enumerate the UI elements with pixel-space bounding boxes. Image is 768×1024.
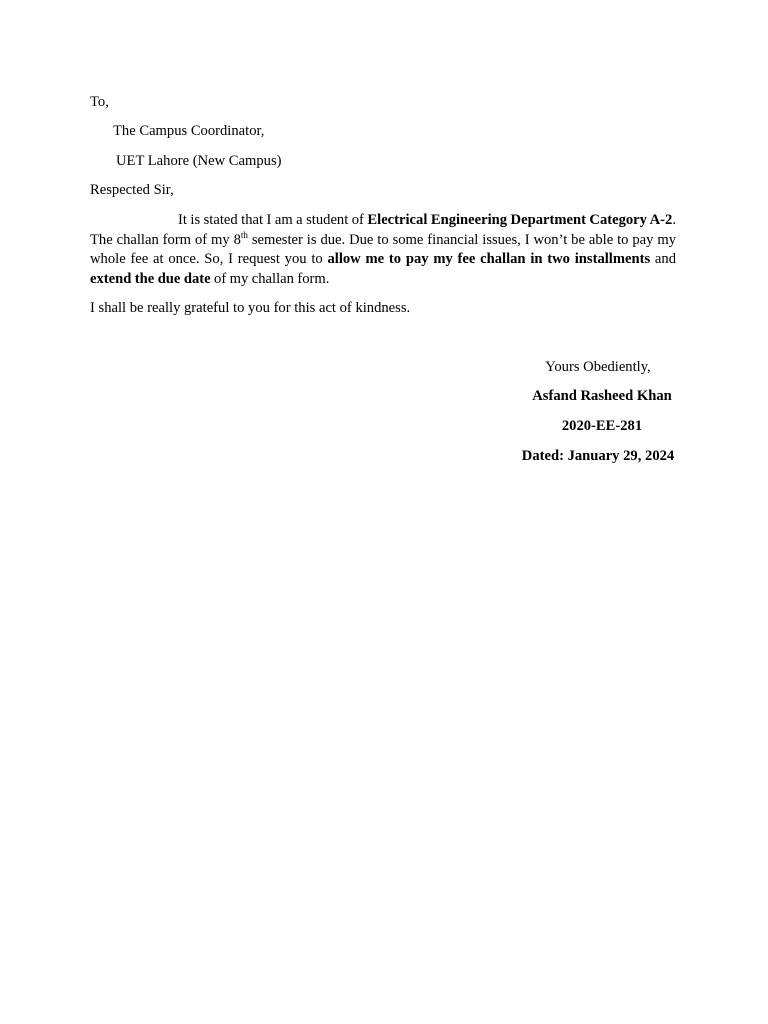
- sign-off: Yours Obediently,: [545, 359, 651, 375]
- body-text-3: semester is due. Due to some financial issues, I won’t be able to pay my whole fee at once. So, I request you to: [90, 231, 676, 267]
- body-text-2: . The challan form of my 8: [90, 212, 676, 248]
- body-paragraph: [90, 211, 676, 289]
- body-text-1: It is stated that I am a student of: [178, 212, 368, 228]
- date-line: Dated: January 29, 2024: [521, 448, 675, 464]
- body-text-4: and: [650, 251, 677, 267]
- closing-line: I shall be really grateful to you for this act of kindness.: [90, 300, 411, 316]
- body-bold-request: allow me to pay my fee challan in two installments: [327, 251, 651, 267]
- body-superscript: th: [240, 229, 248, 240]
- body-bold-department: Electrical Engineering Department Category A-2: [367, 212, 673, 228]
- recipient-title: The Campus Coordinator,: [113, 123, 265, 139]
- sender-name: Asfand Rasheed Khan: [532, 388, 672, 404]
- body-bold-extend: extend the due date: [90, 270, 211, 287]
- body-text-5: of my challan form.: [210, 270, 330, 287]
- salutation: Respected Sir,: [90, 182, 174, 198]
- registration-number: 2020-EE-281: [561, 418, 643, 434]
- recipient-institution: UET Lahore (New Campus): [116, 153, 282, 169]
- address-to: To,: [90, 94, 109, 110]
